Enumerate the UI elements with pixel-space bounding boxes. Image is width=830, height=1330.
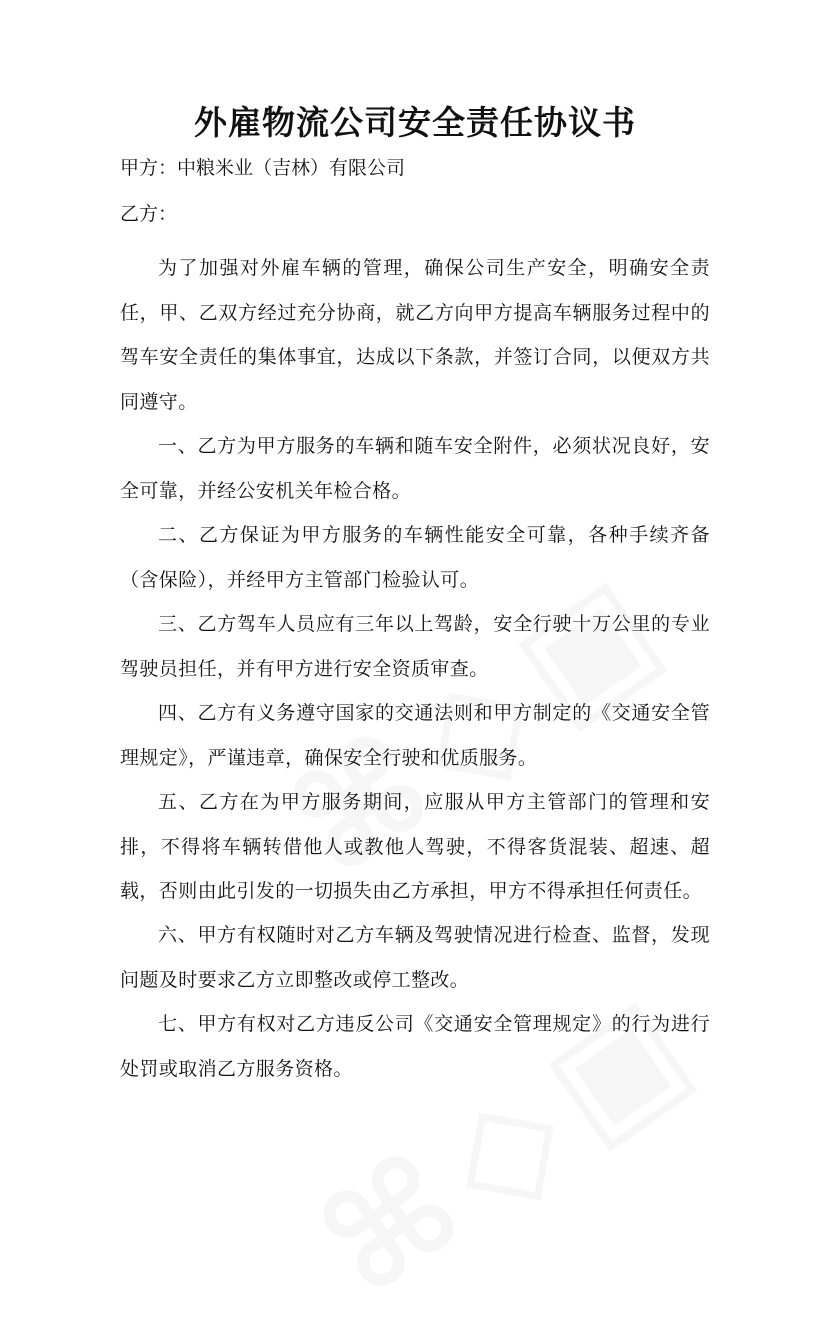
clause-3: 三、乙方驾车人员应有三年以上驾龄，安全行驶十万公里的专业驾驶员担任，并有甲方进行安全资质审查。 [120, 613, 710, 680]
clause-5: 五、乙方在为甲方服务期间，应服从甲方主管部门的管理和安排，不得将车辆转借他人或教他人驾驶，不得客货混装、超速、超载，否则由此引发的一切损失由乙方承担，甲方不得承担任何责任。 [120, 791, 710, 902]
party-a-line: 甲方：中粮米业（吉林）有限公司 [120, 157, 406, 179]
clause-6: 六、甲方有权随时对乙方车辆及驾驶情况进行检查、监督，发现问题及时要求乙方立即整改或停工整改。 [120, 924, 710, 991]
clause-7: 七、甲方有权对乙方违反公司《交通安全管理规定》的行为进行处罚或取消乙方服务资格。 [120, 1013, 710, 1080]
intro-paragraph: 为了加强对外雇车辆的管理，确保公司生产安全，明确安全责任，甲、乙双方经过充分协商，就乙方向甲方提高车辆服务过程中的驾车安全责任的集体事宜，达成以下条款，并签订合同，以便双方共同遵守。 [120, 257, 710, 413]
document-title: 外雇物流公司安全责任协议书 [194, 103, 636, 142]
clause-2: 二、乙方保证为甲方服务的车辆性能安全可靠，各种手续齐备（含保险），并经甲方主管部门检验认可。 [120, 524, 710, 591]
party-b-line: 乙方： [120, 203, 178, 225]
clause-4: 四、乙方有义务遵守国家的交通法则和甲方制定的《交通安全管理规定》，严谨违章，确保安全行驶和优质服务。 [120, 702, 710, 769]
clause-1: 一、乙方为甲方服务的车辆和随车安全附件，必须状况良好，安全可靠，并经公安机关年检合格。 [120, 435, 710, 502]
